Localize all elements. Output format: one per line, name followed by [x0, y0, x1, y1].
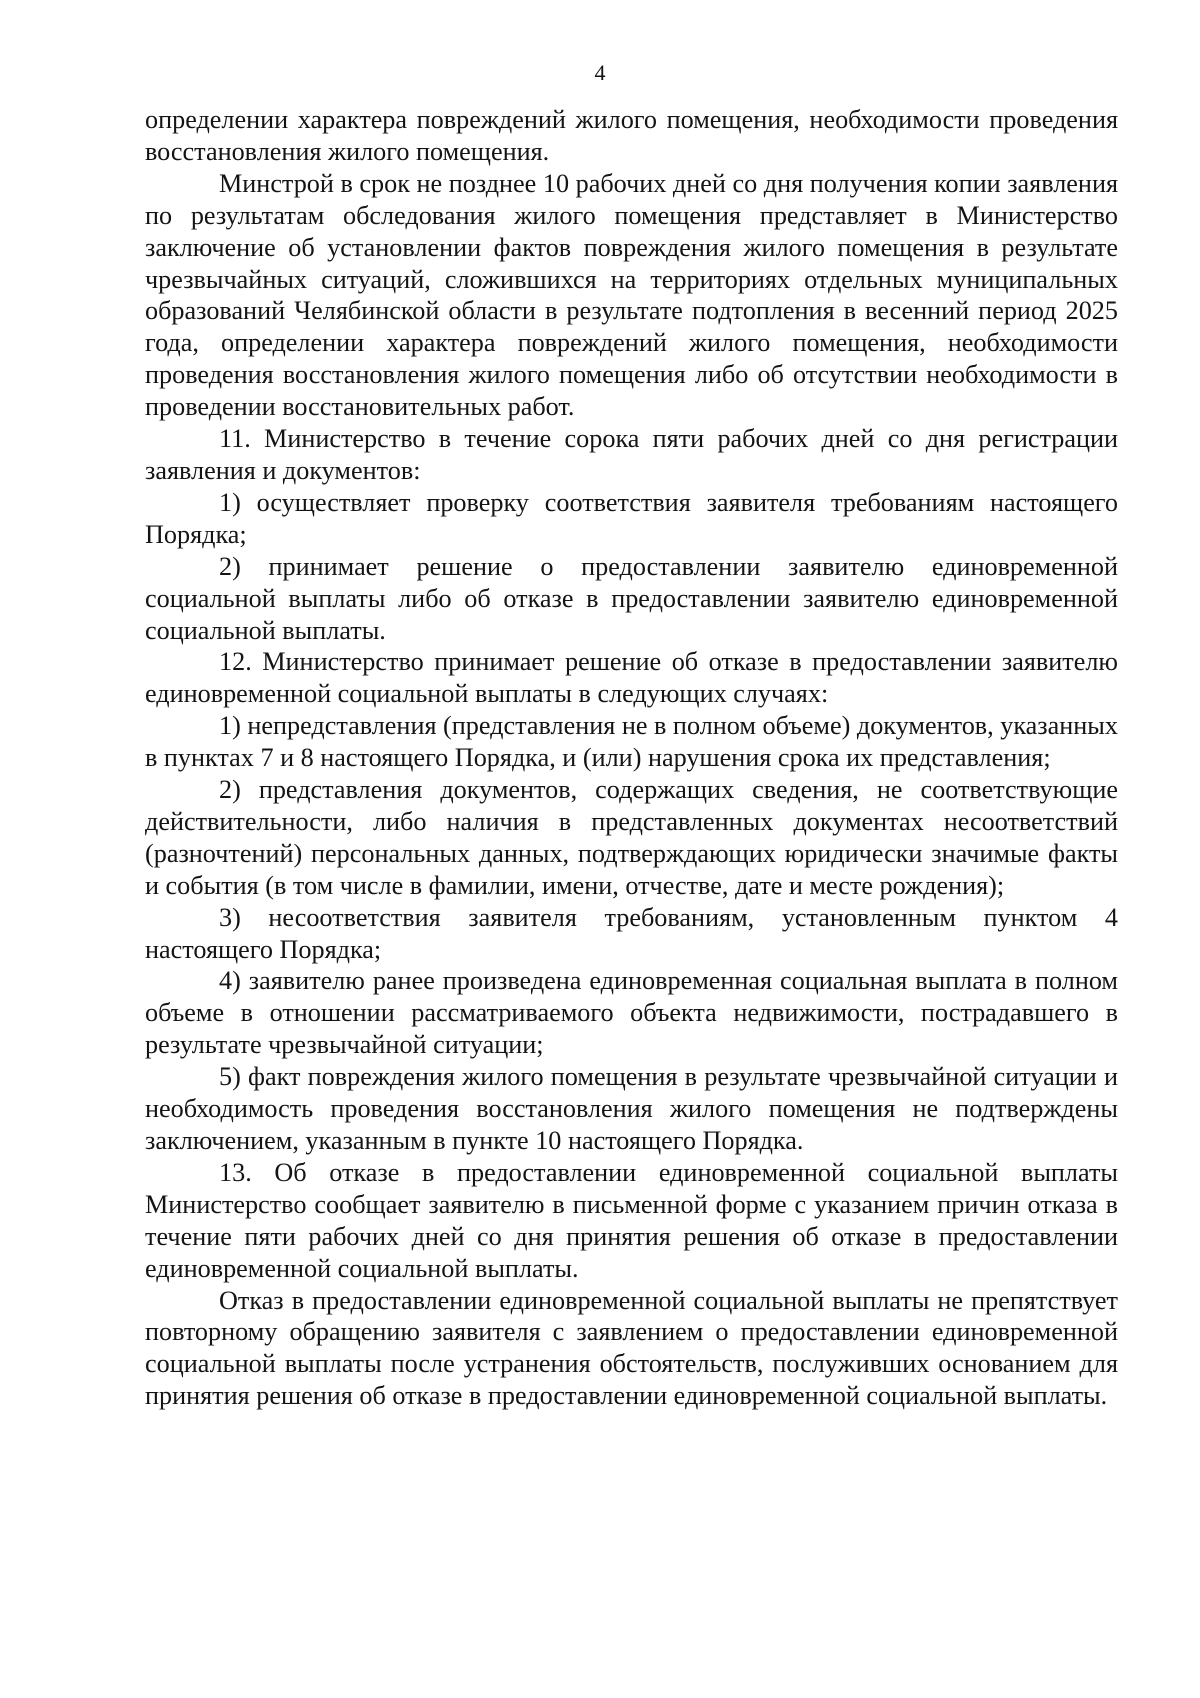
paragraph-clause-12-item-2: 2) представления документов, содержащих сведения, не соответствующие действительности, либо наличия в представленных документах несоответствий (разночтений) персональных данных, подтверждающих юридически значимые факты и события (в том числе в фамилии, имени, отчестве, дате и месте рождения); — [145, 775, 1118, 900]
paragraph-continuation: определении характера повреждений жилого помещения, необходимости проведения восстановления жилого помещения. — [145, 105, 1118, 166]
paragraph-clause-12-item-3: 3) несоответствия заявителя требованиям, установленным пунктом 4 настоящего Порядка; — [145, 902, 1118, 964]
paragraph-clause-12-item-4: 4) заявителю ранее произведена единовременная социальная выплата в полном объеме в отношении рассматриваемого объекта недвижимости, пострадавшего в результате чрезвычайной ситуации; — [145, 966, 1118, 1060]
paragraph-clause-11: 11. Министерство в течение сорока пяти рабочих дней со дня регистрации заявления и документов: — [145, 424, 1118, 485]
document-body — [145, 104, 1118, 1412]
page-number: 4 — [594, 60, 606, 85]
paragraph-clause-12: 12. Министерство принимает решение об отказе в предоставлении заявителю единовременной социальной выплаты в следующих случаях: — [145, 647, 1118, 709]
paragraph-clause-12-item-1: 1) непредставления (представления не в полном объеме) документов, указанных в пунктах 7 и 8 настоящего Порядка, и (или) нарушения срока их представления; — [145, 711, 1118, 773]
paragraph-refusal-note: Отказ в предоставлении единовременной социальной выплаты не препятствует повторному обращению заявителя с заявлением о предоставлении единовременной социальной выплаты после устранения обстоятельств, послуживших основанием для принятия решения об отказе в предоставлении единовременной социальной выплаты. — [145, 1285, 1118, 1411]
paragraph-clause-12-item-5: 5) факт повреждения жилого помещения в результате чрезвычайной ситуации и необходимость проведения восстановления жилого помещения не подтверждены заключением, указанным в пункте 10 настоящего Порядка. — [145, 1062, 1118, 1155]
paragraph-clause-11-item-1: 1) осуществляет проверку соответствия заявителя требованиям настоящего Порядка; — [145, 487, 1118, 549]
paragraph-minstroy-conclusion: Минстрой в срок не позднее 10 рабочих дней со дня получения копии заявления по результатам обследования жилого помещения представляет в Министерство заключение об установлении фактов повреждения жилого помещения в результате чрезвычайных ситуаций, сложившихся на территориях отдельных муниципальных образований Челябинской области в результате подтопления в весенний период 2025 года, определении характера повреждений жилого помещения, необходимости проведения восстановления жилого помещения либо об отсутствии необходимости в проведении восстановительных работ. — [145, 168, 1118, 422]
paragraph-clause-13: 13. Об отказе в предоставлении единовременной социальной выплаты Министерство сообщает заявителю в письменной форме с указанием причин отказа в течение пяти рабочих дней со дня принятия решения об отказе в предоставлении единовременной социальной выплаты. — [145, 1157, 1118, 1283]
paragraph-clause-11-item-2: 2) принимает решение о предоставлении заявителю единовременной социальной выплаты либо об отказе в предоставлении заявителю единовременной социальной выплаты. — [145, 551, 1118, 645]
